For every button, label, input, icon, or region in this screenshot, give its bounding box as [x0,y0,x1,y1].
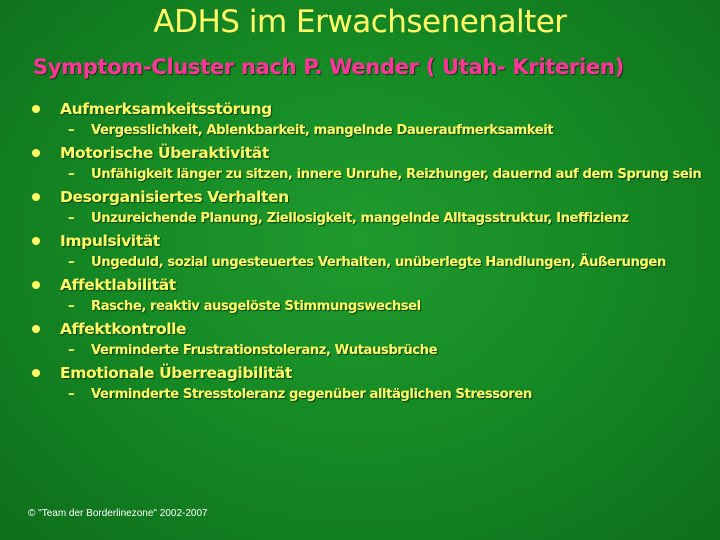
dash-icon: – [68,386,75,402]
symptom-label: Desorganisiertes Verhalten [60,188,289,206]
symptom-label: Motorische Überaktivität [60,144,269,162]
symptom-label: Aufmerksamkeitsstörung [60,100,272,118]
symptom-label: Impulsivität [60,232,160,250]
symptom-detail: Vergesslichkeit, Ablenkbarkeit, mangelnde Daueraufmerksamkeit [91,123,554,138]
bullet-icon [32,193,40,201]
bullet-icon [32,281,40,289]
bullet-icon [32,149,40,157]
symptom-detail: Unzureichende Planung, Ziellosigkeit, mangelnde Alltagsstruktur, Ineffizienz [91,211,629,226]
list-item [0,318,720,360]
dash-icon: – [68,342,75,358]
symptom-detail: Rasche, reaktiv ausgelöste Stimmungswechsel [91,299,421,314]
sub-item [60,253,720,272]
list-item [0,362,720,404]
symptom-label: Affektkontrolle [60,320,187,338]
dash-icon: – [68,122,75,138]
symptom-label: Emotionale Überreagibilität [60,364,292,382]
sub-item [60,297,720,316]
symptom-detail: Verminderte Frustrationstoleranz, Wutausbrüche [91,343,438,358]
dash-icon: – [68,210,75,226]
list-item [0,186,720,228]
symptom-list [0,98,720,406]
sub-item [60,385,720,404]
symptom-label: Affektlabilität [60,276,176,294]
dash-icon: – [68,166,75,182]
bullet-icon [32,369,40,377]
bullet-icon [32,237,40,245]
list-item [0,98,720,140]
slide-subtitle: Symptom-Cluster nach P. Wender ( Utah- Kriterien) [33,55,624,79]
sub-item [60,121,720,140]
sub-item [60,209,720,228]
sub-item [60,165,720,184]
slide-title: ADHS im Erwachsenenalter [153,4,567,40]
list-item [0,274,720,316]
dash-icon: – [68,298,75,314]
dash-icon: – [68,254,75,270]
bullet-icon [32,105,40,113]
symptom-detail: Unfähigkeit länger zu sitzen, innere Unruhe, Reizhunger, dauernd auf dem Sprung sein [91,167,702,182]
sub-item [60,341,720,360]
symptom-detail: Ungeduld, sozial ungesteuertes Verhalten, unüberlegte Handlungen, Äußerungen [91,255,666,270]
list-item [0,230,720,272]
list-item [0,142,720,184]
bullet-icon [32,325,40,333]
symptom-detail: Verminderte Stresstoleranz gegenüber alltäglichen Stressoren [91,387,532,402]
copyright-footer: © "Team der Borderlinezone" 2002-2007 [28,508,208,519]
